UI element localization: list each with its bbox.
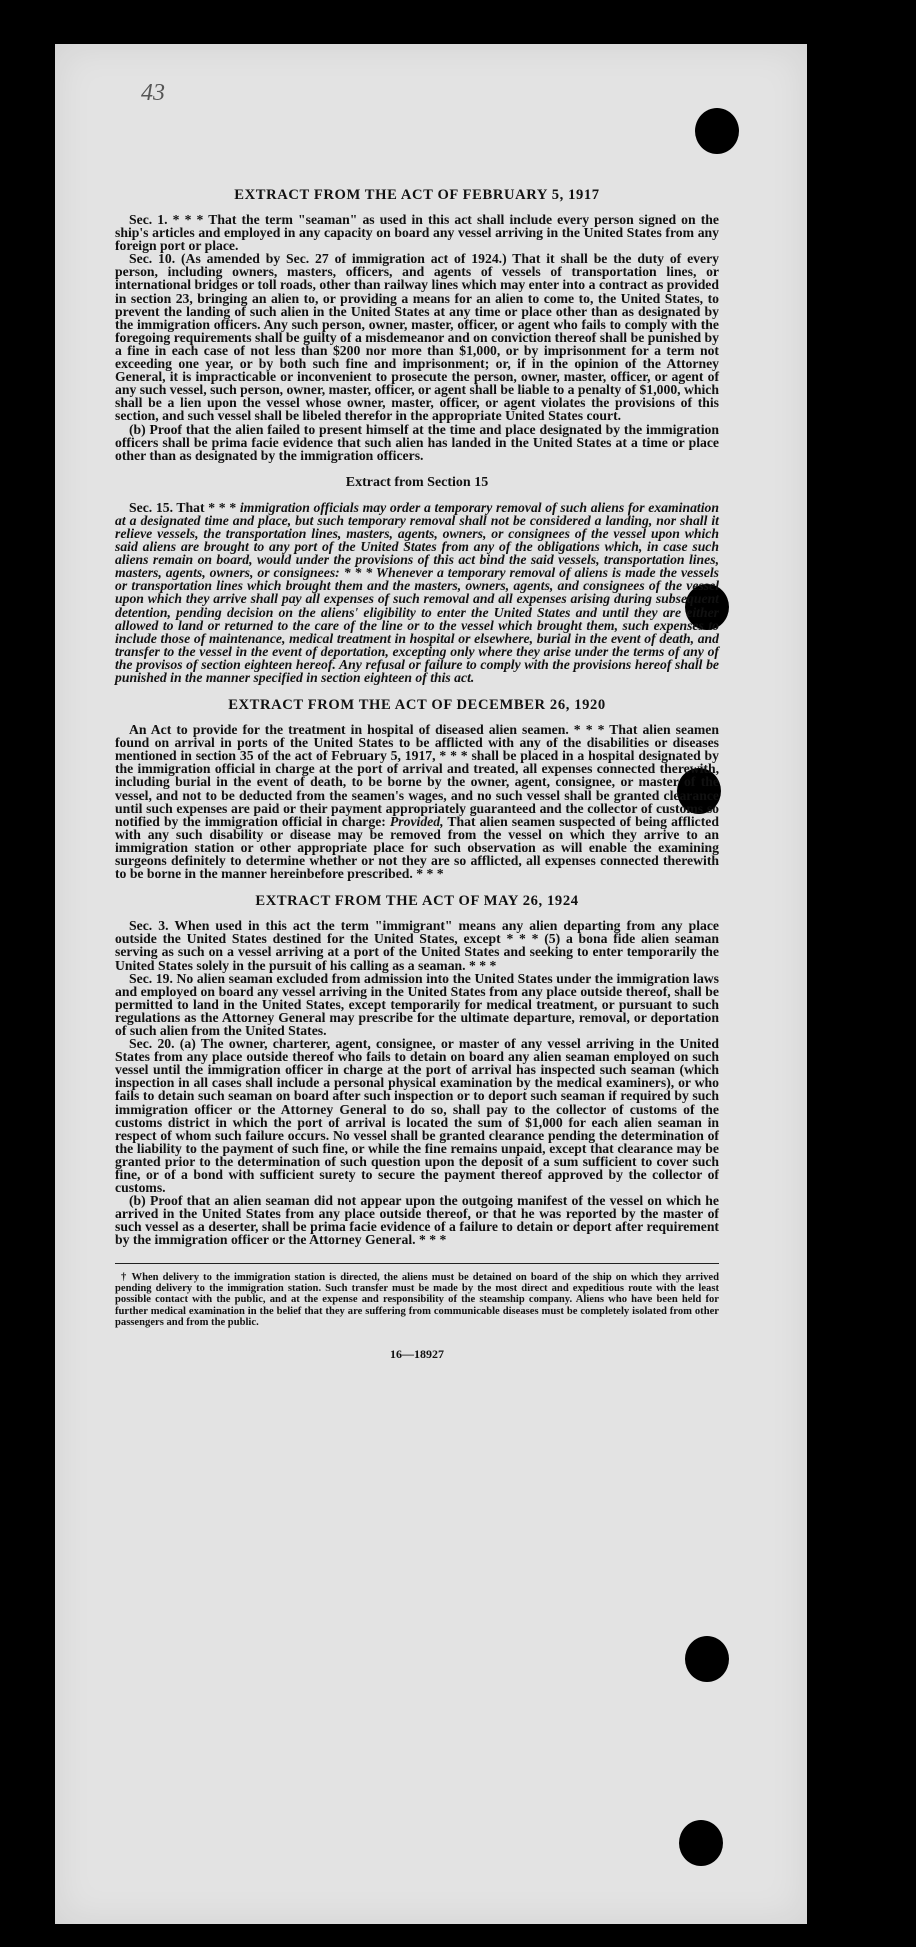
- paragraph: Sec. 1. * * * That the term "seaman" as used in this act shall include every person signed on the ship's articles and employed in any capacity on board any vessel arriving in the United States from any foreign port or place.: [115, 212, 719, 254]
- paragraph: Sec. 3. When used in this act the term "immigrant" means any alien departing from any place outside the United States destined for the United States, except * * * (5) a bona fide alien seaman serving as such on a vessel arriving at a port of the United States and seeking to enter temporarily the United States solely in the pursuit of his calling as a seaman. * * *: [115, 918, 719, 973]
- paragraph: Sec. 20. (a) The owner, charterer, agent, consignee, or master of any vessel arriving in the United States from any place outside thereof who fails to detain on board any alien seaman employed on such vessel until the immigration officer in charge at the port of arrival has inspected such seaman (which inspection in all cases shall include a personal physical examination by the medical examiners), or who fails to detain such seaman on board after such inspection or to deport such seaman if required by such immigration officer or the Attorney General to do so, shall pay to the collector of customs of the customs district in which the port of arrival is located the sum of $1,000 for each alien seaman in respect of whom such failure occurs. No vessel shall be granted clearance pending the determination of the liability to the payment of such fine, or while the fine remains unpaid, except that clearance may be granted prior to the determination of such question upon the deposit of a sum sufficient to cover such fine, or of a bond with sufficient surety to secure the payment thereof approved by the collector of customs.: [115, 1036, 719, 1196]
- section-heading: EXTRACT FROM THE ACT OF FEBRUARY 5, 1917: [234, 187, 600, 203]
- punch-hole: [679, 1820, 723, 1866]
- punch-hole: [685, 1636, 729, 1682]
- footnote: † When delivery to the immigration station is directed, the aliens must be detained on board of the ship on which they arrived pending delivery to the immigration station. Such transfer must be made by the most direct and expeditious route with the least possible contact with the public, and at the expense and responsibility of the steamship company. Aliens who have been held for further medical examination in the belief that they are suffering from communicable diseases must be completely isolated from other passengers and from the public.: [115, 1271, 719, 1329]
- footnote-divider: [115, 1263, 719, 1264]
- paragraph: (b) Proof that an alien seaman did not appear upon the outgoing manifest of the vessel on which he arrived in the United States from any place outside thereof, or that he was reported by the master of such vessel as a deserter, shall be prima facie evidence of a failure to detain or deport after requirement by the immigration officer or the Attorney General. * * *: [115, 1193, 719, 1248]
- paragraph: (b) Proof that the alien failed to present himself at the time and place designated by the immigration officers shall be prima facie evidence that such alien has landed in the United States at a time or place other than as designated by the immigration officers.: [115, 421, 719, 463]
- proviso-text: Provided,: [389, 813, 444, 829]
- document-body: [115, 186, 719, 1362]
- paragraph-text: That alien seamen suspected of being afflicted with any such disability or disease may be removed from the vessel on which they arrive to an immigration station or other appropriate place for such observation as will enable the examining surgeons definitely to determine whether or not they are so afflicted, all expenses connected therewith to be borne in the manner hereinbefore prescribed. * * *: [115, 813, 719, 882]
- paragraph: [115, 501, 719, 684]
- paragraph-lead: Sec. 15. That * * *: [129, 499, 240, 515]
- document-sheet: [55, 44, 807, 1924]
- punch-hole: [695, 108, 739, 154]
- paragraph: Sec. 19. No alien seaman excluded from admission into the United States under the immigration laws and employed on board any vessel arriving in the United States from any place outside thereof, shall be permitted to land in the United States, except temporarily for medical treatment, or pursuant to such regulations as the Attorney General may prescribe for the ultimate departure, removal, or deportation of such alien from the United States.: [115, 970, 719, 1038]
- form-code: 16—18927: [390, 1346, 444, 1361]
- handwritten-annotation: 43: [141, 80, 165, 106]
- paragraph-italic-text: immigration officials may order a temporary removal of such aliens for examination at a designated time and place, but such temporary removal shall not be considered a landing, nor shall it relieve vessels, the transportation lines, masters, agents, owners, or consignees of the vessel upon which said aliens are brought to any port of the United States from any of the obligations which, in case such aliens remain on board, would under the provisions of this act bind the said vessels, transportation lines, masters, agents, owners, or consignees: * * * Whenever a temporary removal of aliens is made the vessels or transportation lines which brought them and the masters, owners, agents, and consignees of the vessel upon which they arrive shall pay all expenses of such removal and all expenses arising during subsequent detention, pending decision on the aliens' eligibility to enter the United States and until they are either allowed to land or returned to the care of the line or to the vessel which brought them, such expenses to include those of maintenance, medical treatment in hospital or elsewhere, burial in the event of death, and transfer to the vessel in the event of deportation, excepting only where they arise under the terms of any of the provisos of section eighteen hereof. Any refusal or failure to comply with the provisions hereof shall be punished in the manner specified in section eighteen of this act.: [115, 499, 719, 685]
- paragraph: Sec. 10. (As amended by Sec. 27 of immigration act of 1924.) That it shall be the duty of every person, including owners, masters, officers, and agents of vessels of transportation lines, or international bridges or toll roads, other than railway lines which may enter into a contract as provided in section 23, bringing an alien to, or providing a means for an alien to come to, the United States, to prevent the landing of such alien in the United States at any time or place other than as designated by the immigration officers. Any such person, owner, master, officer, or agent who fails to comply with the foregoing requirements shall be guilty of a misdemeanor and on conviction thereof shall be punished by a fine in each case of not less than $200 nor more than $1,000, or by imprisonment for a term not exceeding one year, or by both such fine and imprisonment; or, if in the opinion of the Attorney General, it is impracticable or inconvenient to prosecute the person, owner, master, officer, or agent of any such vessel, such person, owner, master, officer, or agent shall be liable to a penalty of $1,000, which shall be a lien upon the vessel whose owner, master, officer, or agent violates the provisions of this section, and such vessel shall be libeled therefor in the appropriate United States court.: [115, 251, 719, 424]
- section-heading: EXTRACT FROM THE ACT OF DECEMBER 26, 1920: [228, 697, 606, 714]
- section-subheading: Extract from Section 15: [345, 474, 489, 490]
- paragraph-text: An Act to provide for the treatment in hospital of diseased alien seamen. * * * That alien seamen found on arrival in ports of the United States to be afflicted with any of the disabilities or diseases mentioned in section 35 of the act of February 5, 1917, * * * shall be placed in a hospital designated by the immigration official in charge at the port of arrival and treated, all expenses connected therewith, including burial in the event of death, to be borne by the owner, agent, consignee, or master of the vessel, and not to be deducted from the seamen's wages, and no such vessel shall be granted clearance until such expenses are paid or their payment appropriately guaranteed and the collector of customs so notified by the immigration official in charge:: [115, 722, 719, 829]
- section-heading: EXTRACT FROM THE ACT OF MAY 26, 1924: [255, 893, 579, 910]
- paragraph: [115, 723, 719, 880]
